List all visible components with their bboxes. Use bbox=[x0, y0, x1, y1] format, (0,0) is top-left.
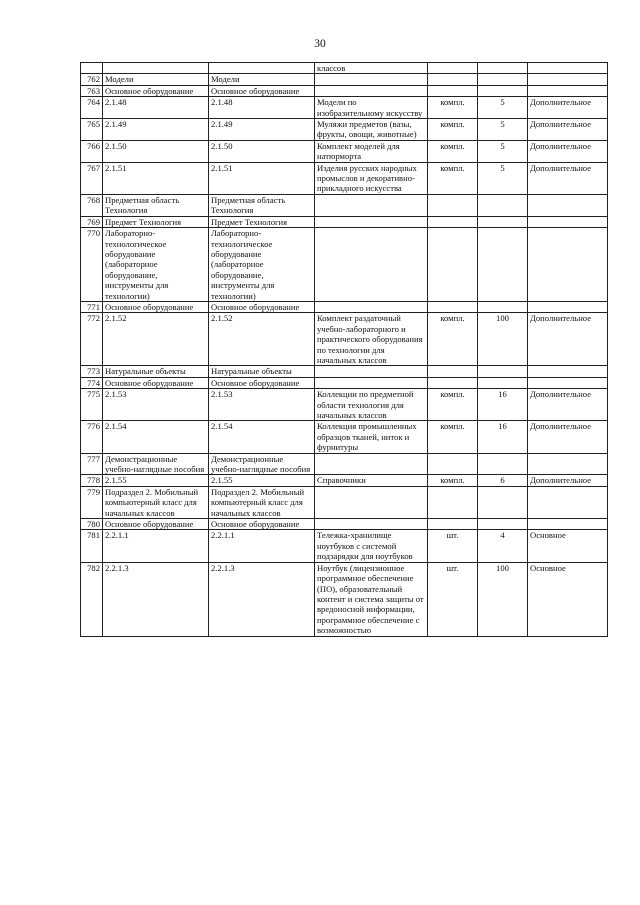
row-number-cell: 781 bbox=[81, 530, 103, 562]
equipment-type-cell bbox=[528, 85, 608, 96]
description-cell bbox=[315, 85, 428, 96]
description-cell bbox=[315, 301, 428, 312]
table-row bbox=[81, 475, 608, 486]
unit-cell: шт. bbox=[428, 530, 478, 562]
equipment-type-cell: Основное bbox=[528, 530, 608, 562]
unit-cell bbox=[428, 519, 478, 530]
code-cell: Основное оборудование bbox=[103, 301, 209, 312]
quantity-cell bbox=[478, 194, 528, 216]
table-row bbox=[81, 216, 608, 227]
unit-cell bbox=[428, 453, 478, 475]
name-cell: Модели bbox=[209, 74, 315, 85]
unit-cell bbox=[428, 486, 478, 518]
code-cell: Модели bbox=[103, 74, 209, 85]
table-row bbox=[81, 453, 608, 475]
description-cell bbox=[315, 486, 428, 518]
table-row bbox=[81, 562, 608, 636]
description-cell bbox=[315, 453, 428, 475]
description-cell: Муляжи предметов (вазы, фрукты, овощи, животные) bbox=[315, 119, 428, 141]
equipment-type-cell: Дополнительное bbox=[528, 97, 608, 119]
name-cell: 2.1.49 bbox=[209, 119, 315, 141]
description-cell bbox=[315, 216, 428, 227]
description-cell bbox=[315, 74, 428, 85]
table-row bbox=[81, 313, 608, 366]
quantity-cell: 5 bbox=[478, 162, 528, 194]
row-number-cell: 779 bbox=[81, 486, 103, 518]
code-cell: 2.1.49 bbox=[103, 119, 209, 141]
unit-cell: компл. bbox=[428, 140, 478, 162]
quantity-cell: 16 bbox=[478, 421, 528, 453]
description-cell: Справочники bbox=[315, 475, 428, 486]
unit-cell: компл. bbox=[428, 97, 478, 119]
table-row bbox=[81, 366, 608, 377]
unit-cell: компл. bbox=[428, 119, 478, 141]
unit-cell: компл. bbox=[428, 162, 478, 194]
name-cell: Основное оборудование bbox=[209, 85, 315, 96]
quantity-cell bbox=[478, 377, 528, 388]
description-cell bbox=[315, 519, 428, 530]
unit-cell bbox=[428, 228, 478, 302]
quantity-cell bbox=[478, 63, 528, 74]
row-number-cell: 771 bbox=[81, 301, 103, 312]
code-cell: Натуральные объекты bbox=[103, 366, 209, 377]
quantity-cell: 6 bbox=[478, 475, 528, 486]
unit-cell bbox=[428, 377, 478, 388]
unit-cell bbox=[428, 301, 478, 312]
code-cell: Демонстрационные учебно-наглядные пособия bbox=[103, 453, 209, 475]
row-number-cell: 762 bbox=[81, 74, 103, 85]
quantity-cell: 4 bbox=[478, 530, 528, 562]
quantity-cell bbox=[478, 366, 528, 377]
code-cell: 2.1.54 bbox=[103, 421, 209, 453]
equipment-type-cell bbox=[528, 63, 608, 74]
name-cell: 2.1.51 bbox=[209, 162, 315, 194]
equipment-type-cell: Дополнительное bbox=[528, 162, 608, 194]
name-cell: 2.2.1.1 bbox=[209, 530, 315, 562]
description-cell: классов bbox=[315, 63, 428, 74]
unit-cell: компл. bbox=[428, 313, 478, 366]
name-cell bbox=[209, 63, 315, 74]
unit-cell bbox=[428, 74, 478, 85]
code-cell: 2.1.52 bbox=[103, 313, 209, 366]
description-cell: Комплект раздаточный учебно-лабораторного и практического оборудования по технологии для начальных классов bbox=[315, 313, 428, 366]
row-number-cell: 777 bbox=[81, 453, 103, 475]
equipment-type-cell: Дополнительное bbox=[528, 421, 608, 453]
name-cell: Основное оборудование bbox=[209, 377, 315, 388]
equipment-type-cell: Основное bbox=[528, 562, 608, 636]
row-number-cell: 774 bbox=[81, 377, 103, 388]
description-cell: Изделия русских народных промыслов и декоративно-прикладного искусства bbox=[315, 162, 428, 194]
equipment-type-cell bbox=[528, 194, 608, 216]
name-cell: Натуральные объекты bbox=[209, 366, 315, 377]
row-number-cell: 769 bbox=[81, 216, 103, 227]
row-number-cell: 782 bbox=[81, 562, 103, 636]
name-cell: 2.1.50 bbox=[209, 140, 315, 162]
code-cell: Лабораторно-технологическое оборудование (лабораторное оборудование, инструменты для технологии) bbox=[103, 228, 209, 302]
code-cell: Основное оборудование bbox=[103, 377, 209, 388]
equipment-type-cell bbox=[528, 486, 608, 518]
quantity-cell bbox=[478, 228, 528, 302]
code-cell bbox=[103, 63, 209, 74]
row-number-cell: 763 bbox=[81, 85, 103, 96]
table-row bbox=[81, 74, 608, 85]
table-row bbox=[81, 97, 608, 119]
row-number-cell: 773 bbox=[81, 366, 103, 377]
name-cell: 2.1.48 bbox=[209, 97, 315, 119]
quantity-cell: 5 bbox=[478, 119, 528, 141]
equipment-type-cell: Дополнительное bbox=[528, 475, 608, 486]
name-cell: 2.1.55 bbox=[209, 475, 315, 486]
table-row bbox=[81, 85, 608, 96]
description-cell bbox=[315, 366, 428, 377]
table-row bbox=[81, 519, 608, 530]
equipment-type-cell bbox=[528, 519, 608, 530]
row-number-cell: 767 bbox=[81, 162, 103, 194]
description-cell bbox=[315, 377, 428, 388]
table-body bbox=[81, 63, 608, 637]
table-row bbox=[81, 194, 608, 216]
quantity-cell bbox=[478, 486, 528, 518]
table-row bbox=[81, 486, 608, 518]
code-cell: 2.2.1.3 bbox=[103, 562, 209, 636]
name-cell: Лабораторно-технологическое оборудование (лабораторное оборудование, инструменты для технологии) bbox=[209, 228, 315, 302]
unit-cell: компл. bbox=[428, 389, 478, 421]
description-cell: Коллекция промышленных образцов тканей, ниток и фурнитуры bbox=[315, 421, 428, 453]
row-number-cell: 765 bbox=[81, 119, 103, 141]
name-cell: Основное оборудование bbox=[209, 519, 315, 530]
name-cell: Предметная область Технология bbox=[209, 194, 315, 216]
description-cell: Модели по изобразительному искусству bbox=[315, 97, 428, 119]
name-cell: 2.1.53 bbox=[209, 389, 315, 421]
code-cell: 2.2.1.1 bbox=[103, 530, 209, 562]
name-cell: Основное оборудование bbox=[209, 301, 315, 312]
unit-cell bbox=[428, 85, 478, 96]
table-row bbox=[81, 530, 608, 562]
description-cell bbox=[315, 228, 428, 302]
quantity-cell bbox=[478, 74, 528, 85]
row-number-cell: 778 bbox=[81, 475, 103, 486]
name-cell: Демонстрационные учебно-наглядные пособия bbox=[209, 453, 315, 475]
name-cell: 2.1.52 bbox=[209, 313, 315, 366]
unit-cell bbox=[428, 63, 478, 74]
row-number-cell: 764 bbox=[81, 97, 103, 119]
row-number-cell: 770 bbox=[81, 228, 103, 302]
table-row bbox=[81, 63, 608, 74]
description-cell: Комплект моделей для натюрморта bbox=[315, 140, 428, 162]
code-cell: 2.1.51 bbox=[103, 162, 209, 194]
table-row bbox=[81, 119, 608, 141]
description-cell bbox=[315, 194, 428, 216]
code-cell: Предмет Технология bbox=[103, 216, 209, 227]
code-cell: Предметная область Технология bbox=[103, 194, 209, 216]
quantity-cell: 5 bbox=[478, 140, 528, 162]
quantity-cell bbox=[478, 453, 528, 475]
row-number-cell: 776 bbox=[81, 421, 103, 453]
equipment-type-cell bbox=[528, 377, 608, 388]
unit-cell: компл. bbox=[428, 421, 478, 453]
quantity-cell: 100 bbox=[478, 562, 528, 636]
name-cell: 2.2.1.3 bbox=[209, 562, 315, 636]
table-row bbox=[81, 140, 608, 162]
description-cell: Ноутбук (лицензионное программное обеспечение (ПО), образовательный контент и система защиты от вредоносной информации, программное обеспечение с возможностью bbox=[315, 562, 428, 636]
description-cell: Коллекции по предметной области технология для начальных классов bbox=[315, 389, 428, 421]
table-row bbox=[81, 301, 608, 312]
name-cell: 2.1.54 bbox=[209, 421, 315, 453]
name-cell: Подраздел 2. Мобильный компьютерный класс для начальных классов bbox=[209, 486, 315, 518]
equipment-type-cell bbox=[528, 228, 608, 302]
page-number: 30 bbox=[314, 38, 326, 50]
unit-cell: шт. bbox=[428, 562, 478, 636]
equipment-type-cell bbox=[528, 453, 608, 475]
unit-cell bbox=[428, 366, 478, 377]
equipment-type-cell bbox=[528, 74, 608, 85]
unit-cell: компл. bbox=[428, 475, 478, 486]
code-cell: Основное оборудование bbox=[103, 85, 209, 96]
code-cell: 2.1.53 bbox=[103, 389, 209, 421]
equipment-type-cell: Дополнительное bbox=[528, 313, 608, 366]
quantity-cell: 5 bbox=[478, 97, 528, 119]
table-row bbox=[81, 389, 608, 421]
equipment-table bbox=[80, 62, 608, 637]
quantity-cell: 100 bbox=[478, 313, 528, 366]
row-number-cell: 772 bbox=[81, 313, 103, 366]
equipment-type-cell: Дополнительное bbox=[528, 389, 608, 421]
row-number-cell: 775 bbox=[81, 389, 103, 421]
row-number-cell: 766 bbox=[81, 140, 103, 162]
code-cell: Основное оборудование bbox=[103, 519, 209, 530]
name-cell: Предмет Технология bbox=[209, 216, 315, 227]
unit-cell bbox=[428, 194, 478, 216]
row-number-cell: 768 bbox=[81, 194, 103, 216]
equipment-type-cell bbox=[528, 216, 608, 227]
equipment-type-cell: Дополнительное bbox=[528, 140, 608, 162]
equipment-type-cell bbox=[528, 301, 608, 312]
quantity-cell: 16 bbox=[478, 389, 528, 421]
table-row bbox=[81, 421, 608, 453]
table-row bbox=[81, 228, 608, 302]
quantity-cell bbox=[478, 85, 528, 96]
row-number-cell bbox=[81, 63, 103, 74]
code-cell: 2.1.48 bbox=[103, 97, 209, 119]
quantity-cell bbox=[478, 301, 528, 312]
unit-cell bbox=[428, 216, 478, 227]
table-row bbox=[81, 162, 608, 194]
code-cell: 2.1.55 bbox=[103, 475, 209, 486]
quantity-cell bbox=[478, 216, 528, 227]
code-cell: Подраздел 2. Мобильный компьютерный класс для начальных классов bbox=[103, 486, 209, 518]
equipment-type-cell bbox=[528, 366, 608, 377]
quantity-cell bbox=[478, 519, 528, 530]
equipment-type-cell: Дополнительное bbox=[528, 119, 608, 141]
description-cell: Тележка-хранилище ноутбуков с системой подзарядки для ноутбуков bbox=[315, 530, 428, 562]
row-number-cell: 780 bbox=[81, 519, 103, 530]
code-cell: 2.1.50 bbox=[103, 140, 209, 162]
table-row bbox=[81, 377, 608, 388]
